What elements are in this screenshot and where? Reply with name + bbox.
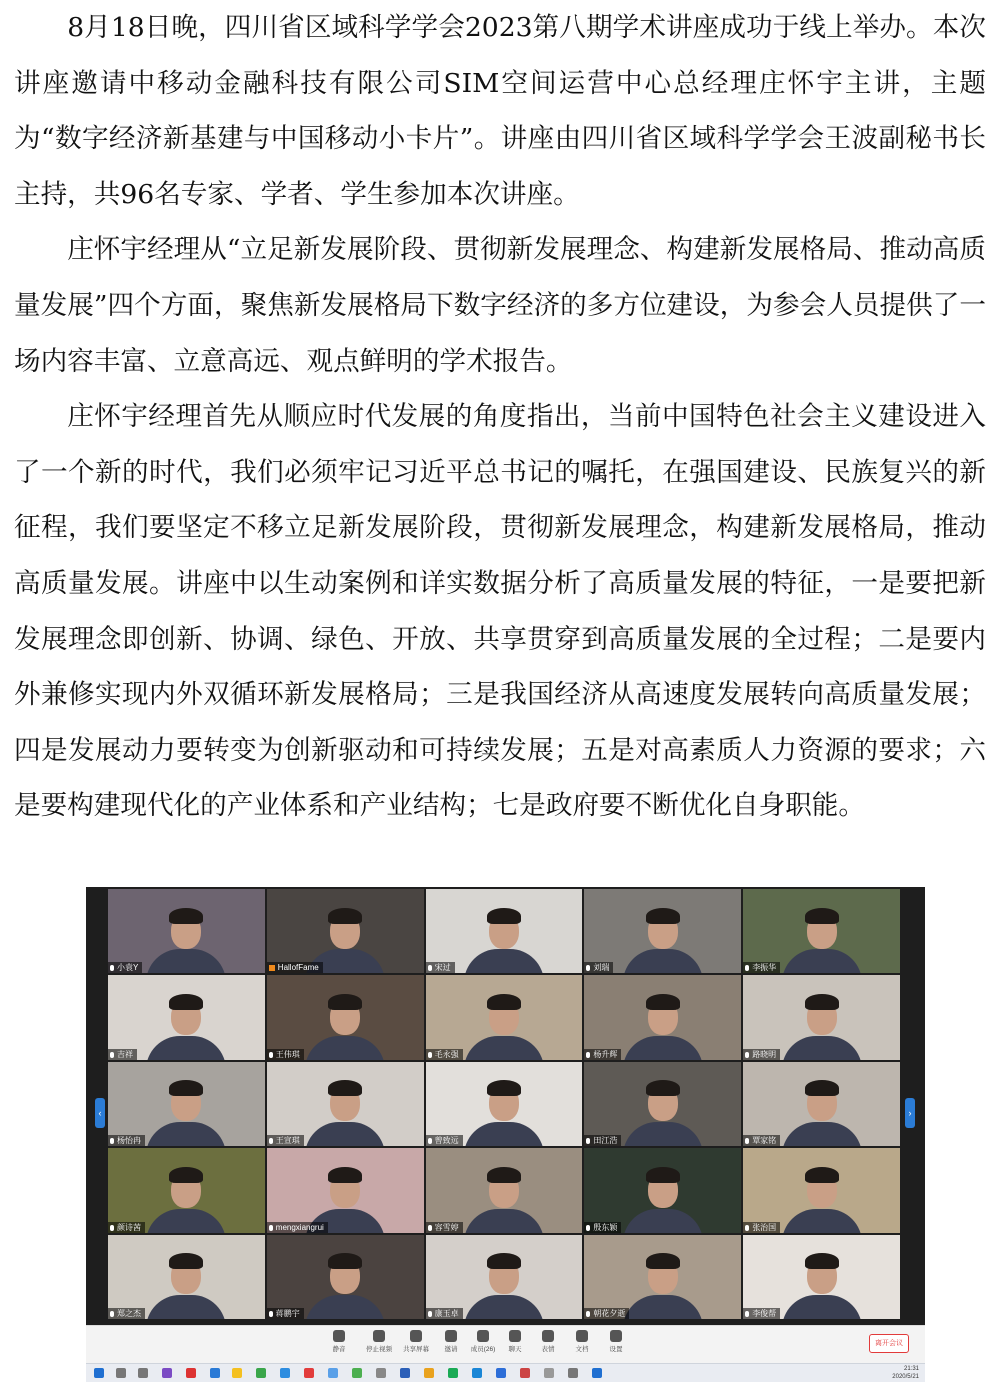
participant-hair	[805, 908, 839, 924]
mic-icon	[586, 1052, 590, 1058]
mic-icon	[586, 1225, 590, 1231]
participant-hair	[169, 1253, 203, 1269]
participant-name-label: 王宣琪	[267, 1135, 304, 1146]
prev-page-arrow[interactable]: ‹	[95, 1098, 105, 1128]
warning-icon	[269, 965, 275, 971]
app-icon[interactable]	[328, 1368, 338, 1378]
mic-icon	[586, 1311, 590, 1317]
windows-start-icon[interactable]	[94, 1368, 104, 1378]
participant-body	[623, 1209, 703, 1233]
participant-body	[146, 1295, 226, 1319]
participant-name-label: 毛永强	[426, 1049, 463, 1060]
participant-tile[interactable]	[108, 975, 265, 1059]
participant-name-label: 曾致远	[426, 1135, 463, 1146]
app-icon[interactable]	[400, 1368, 410, 1378]
participant-tile[interactable]	[743, 1148, 900, 1232]
mic-icon	[110, 965, 114, 971]
participant-body	[623, 949, 703, 973]
settings-button[interactable]: 设置	[596, 1330, 636, 1353]
mic-icon	[428, 1138, 432, 1144]
participant-tile[interactable]	[743, 1062, 900, 1146]
participant-name-label: 刘瑞	[584, 962, 613, 973]
qq-icon[interactable]	[232, 1368, 242, 1378]
participant-name-label: 张治国	[743, 1222, 780, 1233]
participant-body	[623, 1295, 703, 1319]
video-grid	[108, 889, 900, 1319]
participant-tile[interactable]	[584, 975, 741, 1059]
participant-body	[782, 1295, 862, 1319]
stop-video-button[interactable]: 停止视频	[359, 1330, 399, 1353]
participant-name-label: 杨怡冉	[108, 1135, 145, 1146]
participant-body	[464, 1209, 544, 1233]
meeting-screenshot	[86, 887, 925, 1382]
participant-body	[305, 1122, 385, 1146]
participant-name-label: 朝花夕逝	[584, 1308, 629, 1319]
participant-tile[interactable]	[584, 1148, 741, 1232]
app-icon[interactable]	[568, 1368, 578, 1378]
participant-tile[interactable]	[743, 1235, 900, 1319]
participant-hair	[487, 1080, 521, 1096]
app-icon[interactable]	[472, 1368, 482, 1378]
app-icon[interactable]	[496, 1368, 506, 1378]
participant-tile[interactable]	[743, 889, 900, 973]
participant-tile[interactable]	[108, 1148, 265, 1232]
participant-hair	[805, 1253, 839, 1269]
participant-hair	[646, 1080, 680, 1096]
participant-hair	[805, 1080, 839, 1096]
app-icon[interactable]	[376, 1368, 386, 1378]
mic-icon	[586, 965, 590, 971]
mic-icon	[333, 1330, 345, 1342]
participant-body	[464, 1122, 544, 1146]
participant-tile[interactable]	[426, 1235, 583, 1319]
invite-button[interactable]: 邀请	[431, 1330, 471, 1353]
visual-studio-icon[interactable]	[162, 1368, 172, 1378]
next-page-arrow[interactable]: ›	[905, 1098, 915, 1128]
wechat-icon[interactable]	[448, 1368, 458, 1378]
participant-hair	[646, 1167, 680, 1183]
participant-body	[623, 1036, 703, 1060]
participant-name-label: 蒋鹏宇	[267, 1308, 304, 1319]
participant-body	[782, 1122, 862, 1146]
mic-icon	[110, 1138, 114, 1144]
app-icon[interactable]	[352, 1368, 362, 1378]
meeting-app-icon[interactable]	[592, 1368, 602, 1378]
participant-name-label: 小袁Y	[108, 962, 142, 973]
participant-body	[146, 1209, 226, 1233]
participant-body	[146, 949, 226, 973]
participant-hair	[805, 994, 839, 1010]
participant-name-label: 郑之杰	[108, 1308, 145, 1319]
members-button[interactable]: 成员(26)	[463, 1330, 503, 1353]
taskbar-clock: 21:31 2020/5/21	[892, 1366, 919, 1380]
participant-hair	[169, 908, 203, 924]
mic-icon	[110, 1225, 114, 1231]
mic-icon	[428, 965, 432, 971]
participant-tile[interactable]	[426, 889, 583, 973]
mic-icon	[269, 1138, 273, 1144]
invite-icon	[445, 1330, 457, 1342]
participant-name-label: 宋过	[426, 962, 455, 973]
participant-name-label: mengxiangrui	[267, 1222, 328, 1233]
emoji-icon	[542, 1330, 554, 1342]
participant-hair	[487, 908, 521, 924]
participant-name-label: 杨升辉	[584, 1049, 621, 1060]
participant-tile[interactable]	[584, 1062, 741, 1146]
participant-hair	[805, 1167, 839, 1183]
participant-tile[interactable]	[743, 975, 900, 1059]
participant-name-label: 王伟琪	[267, 1049, 304, 1060]
mic-icon	[269, 1052, 273, 1058]
share-icon	[410, 1330, 422, 1342]
paragraph-intro: 8月18日晚，四川省区域科学学会2023第八期学术讲座成功于线上举办。本次讲座邀请中移动金融科技有限公司SIM空间运营中心总经理庄怀宇主讲，主题为“数字经济新基建与中国移动小卡片”。讲座由四川省区域科学学会王波副秘书长主持，共96名专家、学者、学生参加本次讲座。	[14, 12, 986, 210]
chat-button[interactable]: 聊天	[495, 1330, 535, 1353]
participant-name-label: 殷东颖	[584, 1222, 621, 1233]
participant-body	[782, 949, 862, 973]
app-icon[interactable]	[520, 1368, 530, 1378]
participant-body	[782, 1209, 862, 1233]
participant-hair	[646, 908, 680, 924]
mic-icon	[745, 965, 749, 971]
participant-body	[146, 1122, 226, 1146]
paragraph-overview: 庄怀宇经理从“立足新发展阶段、贯彻新发展理念、构建新发展格局、推动高质量发展”四个方面，聚焦新发展格局下数字经济的多方位建设，为参会人员提供了一场内容丰富、立意高远、观点鲜明的学术报告。	[14, 234, 986, 377]
mic-icon	[269, 1311, 273, 1317]
participant-hair	[487, 1253, 521, 1269]
participant-body	[464, 1036, 544, 1060]
participant-body	[623, 1122, 703, 1146]
mic-icon	[586, 1138, 590, 1144]
share-screen-button[interactable]: 共享屏幕	[396, 1330, 436, 1353]
mute-button[interactable]: 静音	[319, 1330, 359, 1353]
mic-icon	[745, 1225, 749, 1231]
mic-icon	[745, 1138, 749, 1144]
files-button[interactable]: 文档	[562, 1330, 602, 1353]
participant-tile[interactable]	[426, 975, 583, 1059]
participant-body	[464, 1295, 544, 1319]
emoji-button[interactable]: 表情	[528, 1330, 568, 1353]
participant-body	[146, 1036, 226, 1060]
mic-icon	[428, 1311, 432, 1317]
participant-name-label: HallofFame	[267, 962, 323, 973]
participant-body	[305, 1036, 385, 1060]
app-icon[interactable]	[256, 1368, 266, 1378]
participant-hair	[169, 1167, 203, 1183]
participant-tile[interactable]	[108, 889, 265, 973]
mic-icon	[428, 1225, 432, 1231]
mic-icon	[745, 1311, 749, 1317]
weibo-icon[interactable]	[304, 1368, 314, 1378]
participant-tile[interactable]	[267, 1148, 424, 1232]
participant-hair	[328, 1253, 362, 1269]
participant-tile[interactable]	[267, 889, 424, 973]
app-icon[interactable]	[544, 1368, 554, 1378]
participant-name-label: 李振华	[743, 962, 780, 973]
windows-taskbar	[86, 1363, 925, 1382]
task-view-icon[interactable]	[138, 1368, 148, 1378]
participant-body	[782, 1036, 862, 1060]
participant-name-label: 覃家铭	[743, 1135, 780, 1146]
article-body	[14, 0, 986, 834]
chrome-icon[interactable]	[424, 1368, 434, 1378]
participant-tile[interactable]	[267, 975, 424, 1059]
participant-tile[interactable]	[108, 1235, 265, 1319]
participant-tile[interactable]	[584, 889, 741, 973]
search-icon[interactable]	[116, 1368, 126, 1378]
participant-hair	[487, 1167, 521, 1183]
leave-meeting-button[interactable]: 离开会议	[869, 1334, 909, 1353]
chat-icon	[509, 1330, 521, 1342]
participant-hair	[328, 994, 362, 1010]
participant-hair	[169, 994, 203, 1010]
mic-icon	[745, 1052, 749, 1058]
meeting-toolbar	[86, 1325, 925, 1363]
participant-body	[305, 1295, 385, 1319]
browser-icon[interactable]	[280, 1368, 290, 1378]
participant-hair	[487, 994, 521, 1010]
participant-hair	[328, 1167, 362, 1183]
mic-icon	[269, 1225, 273, 1231]
app-icon[interactable]	[186, 1368, 196, 1378]
participant-tile[interactable]	[426, 1062, 583, 1146]
participant-hair	[328, 1080, 362, 1096]
mic-icon	[428, 1052, 432, 1058]
participant-hair	[646, 994, 680, 1010]
participant-hair	[169, 1080, 203, 1096]
participant-tile[interactable]	[267, 1062, 424, 1146]
camera-icon	[373, 1330, 385, 1342]
participant-tile[interactable]	[584, 1235, 741, 1319]
participant-tile[interactable]	[426, 1148, 583, 1232]
participant-name-label: 路晓明	[743, 1049, 780, 1060]
paragraph-details: 庄怀宇经理首先从顺应时代发展的角度指出，当前中国特色社会主义建设进入了一个新的时代，我们必须牢记习近平总书记的嘱托，在强国建设、民族复兴的新征程，我们要坚定不移立足新发展阶段，贯彻新发展理念，构建新发展格局，推动高质量发展。讲座中以生动案例和详实数据分析了高质量发展的特征，一是要把新发展理念即创新、协调、绿色、开放、共享贯穿到高质量发展的全过程；二是要内外兼修实现内外双循环新发展格局；三是我国经济从高速度发展转向高质量发展；四是发展动力要转变为创新驱动和可持续发展；五是对高素质人力资源的要求；六是要构建现代化的产业体系和产业结构；七是政府要不断优化自身职能。	[14, 401, 986, 822]
participant-name-label: 康玉卓	[426, 1308, 463, 1319]
participant-tile[interactable]	[108, 1062, 265, 1146]
participant-hair	[328, 908, 362, 924]
mic-icon	[110, 1052, 114, 1058]
participant-name-label: 颜诗茜	[108, 1222, 145, 1233]
mail-icon[interactable]	[210, 1368, 220, 1378]
participant-body	[464, 949, 544, 973]
participant-name-label: 容雪婷	[426, 1222, 463, 1233]
participant-hair	[646, 1253, 680, 1269]
participant-name-label: 李俊帮	[743, 1308, 780, 1319]
participant-name-label: 田江浩	[584, 1135, 621, 1146]
gear-icon	[610, 1330, 622, 1342]
document-icon	[576, 1330, 588, 1342]
participant-name-label: 吉祥	[108, 1049, 137, 1060]
members-icon	[477, 1330, 489, 1342]
participant-tile[interactable]	[267, 1235, 424, 1319]
mic-icon	[110, 1311, 114, 1317]
